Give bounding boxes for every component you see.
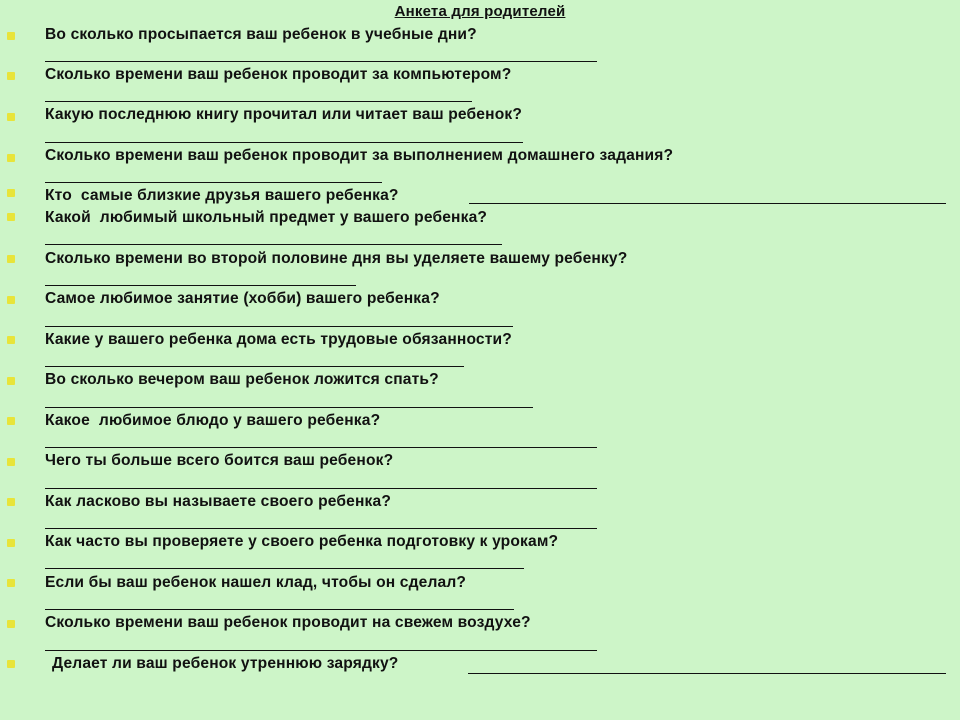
question-12: Чего ты больше всего боится ваш ребенок? xyxy=(45,452,394,469)
bullet-icon xyxy=(7,213,15,221)
answer-line-11[interactable] xyxy=(45,447,597,448)
answer-line-9[interactable] xyxy=(45,366,464,367)
bullet-icon xyxy=(7,620,15,628)
question-1: Во сколько просыпается ваш ребенок в учебные дни? xyxy=(45,26,477,43)
question-13: Как ласково вы называете своего ребенка? xyxy=(45,493,391,510)
answer-line-3[interactable] xyxy=(45,142,523,143)
question-7: Сколько времени во второй половине дня вы уделяете вашему ребенку? xyxy=(45,250,628,267)
bullet-icon xyxy=(7,660,15,668)
question-6: Какой любимый школьный предмет у вашего ребенка? xyxy=(45,209,488,226)
answer-line-15[interactable] xyxy=(45,609,514,610)
bullet-icon xyxy=(7,539,15,547)
question-9: Какие у вашего ребенка дома есть трудовые обязанности? xyxy=(45,331,512,348)
bullet-icon xyxy=(7,579,15,587)
question-8: Самое любимое занятие (хобби) вашего ребенка? xyxy=(45,290,440,307)
bullet-icon xyxy=(7,72,15,80)
answer-line-12[interactable] xyxy=(45,488,597,489)
bullet-icon xyxy=(7,255,15,263)
answer-line-17[interactable] xyxy=(468,673,946,674)
answer-line-4[interactable] xyxy=(45,182,382,183)
question-2: Сколько времени ваш ребенок проводит за компьютером? xyxy=(45,66,512,83)
answer-line-16[interactable] xyxy=(45,650,597,651)
page-title: Анкета для родителей xyxy=(394,3,566,20)
answer-line-14[interactable] xyxy=(45,568,524,569)
bullet-icon xyxy=(7,113,15,121)
bullet-icon xyxy=(7,377,15,385)
answer-line-8[interactable] xyxy=(45,326,513,327)
answer-line-10[interactable] xyxy=(45,407,533,408)
question-10: Во сколько вечером ваш ребенок ложится спать? xyxy=(45,371,439,388)
bullet-icon xyxy=(7,154,15,162)
bullet-icon xyxy=(7,498,15,506)
answer-line-6[interactable] xyxy=(45,244,502,245)
answer-line-2[interactable] xyxy=(45,101,472,102)
question-14: Как часто вы проверяете у своего ребенка подготовку к урокам? xyxy=(45,533,559,550)
bullet-icon xyxy=(7,32,15,40)
answer-line-1[interactable] xyxy=(45,61,597,62)
question-11: Какое любимое блюдо у вашего ребенка? xyxy=(45,412,381,429)
bullet-icon xyxy=(7,296,15,304)
question-17: Делает ли ваш ребенок утреннюю зарядку? xyxy=(52,655,399,672)
answer-line-13[interactable] xyxy=(45,528,597,529)
bullet-icon xyxy=(7,417,15,425)
bullet-icon xyxy=(7,336,15,344)
question-16: Сколько времени ваш ребенок проводит на свежем воздухе? xyxy=(45,614,531,631)
question-4: Сколько времени ваш ребенок проводит за выполнением домашнего задания? xyxy=(45,147,674,164)
question-5: Кто самые близкие друзья вашего ребенка? xyxy=(45,187,399,204)
answer-line-7[interactable] xyxy=(45,285,356,286)
bullet-icon xyxy=(7,189,15,197)
question-15: Если бы ваш ребенок нашел клад, чтобы он сделал? xyxy=(45,574,467,591)
bullet-icon xyxy=(7,458,15,466)
answer-line-5[interactable] xyxy=(469,203,946,204)
question-3: Какую последнюю книгу прочитал или читает ваш ребенок? xyxy=(45,106,523,123)
